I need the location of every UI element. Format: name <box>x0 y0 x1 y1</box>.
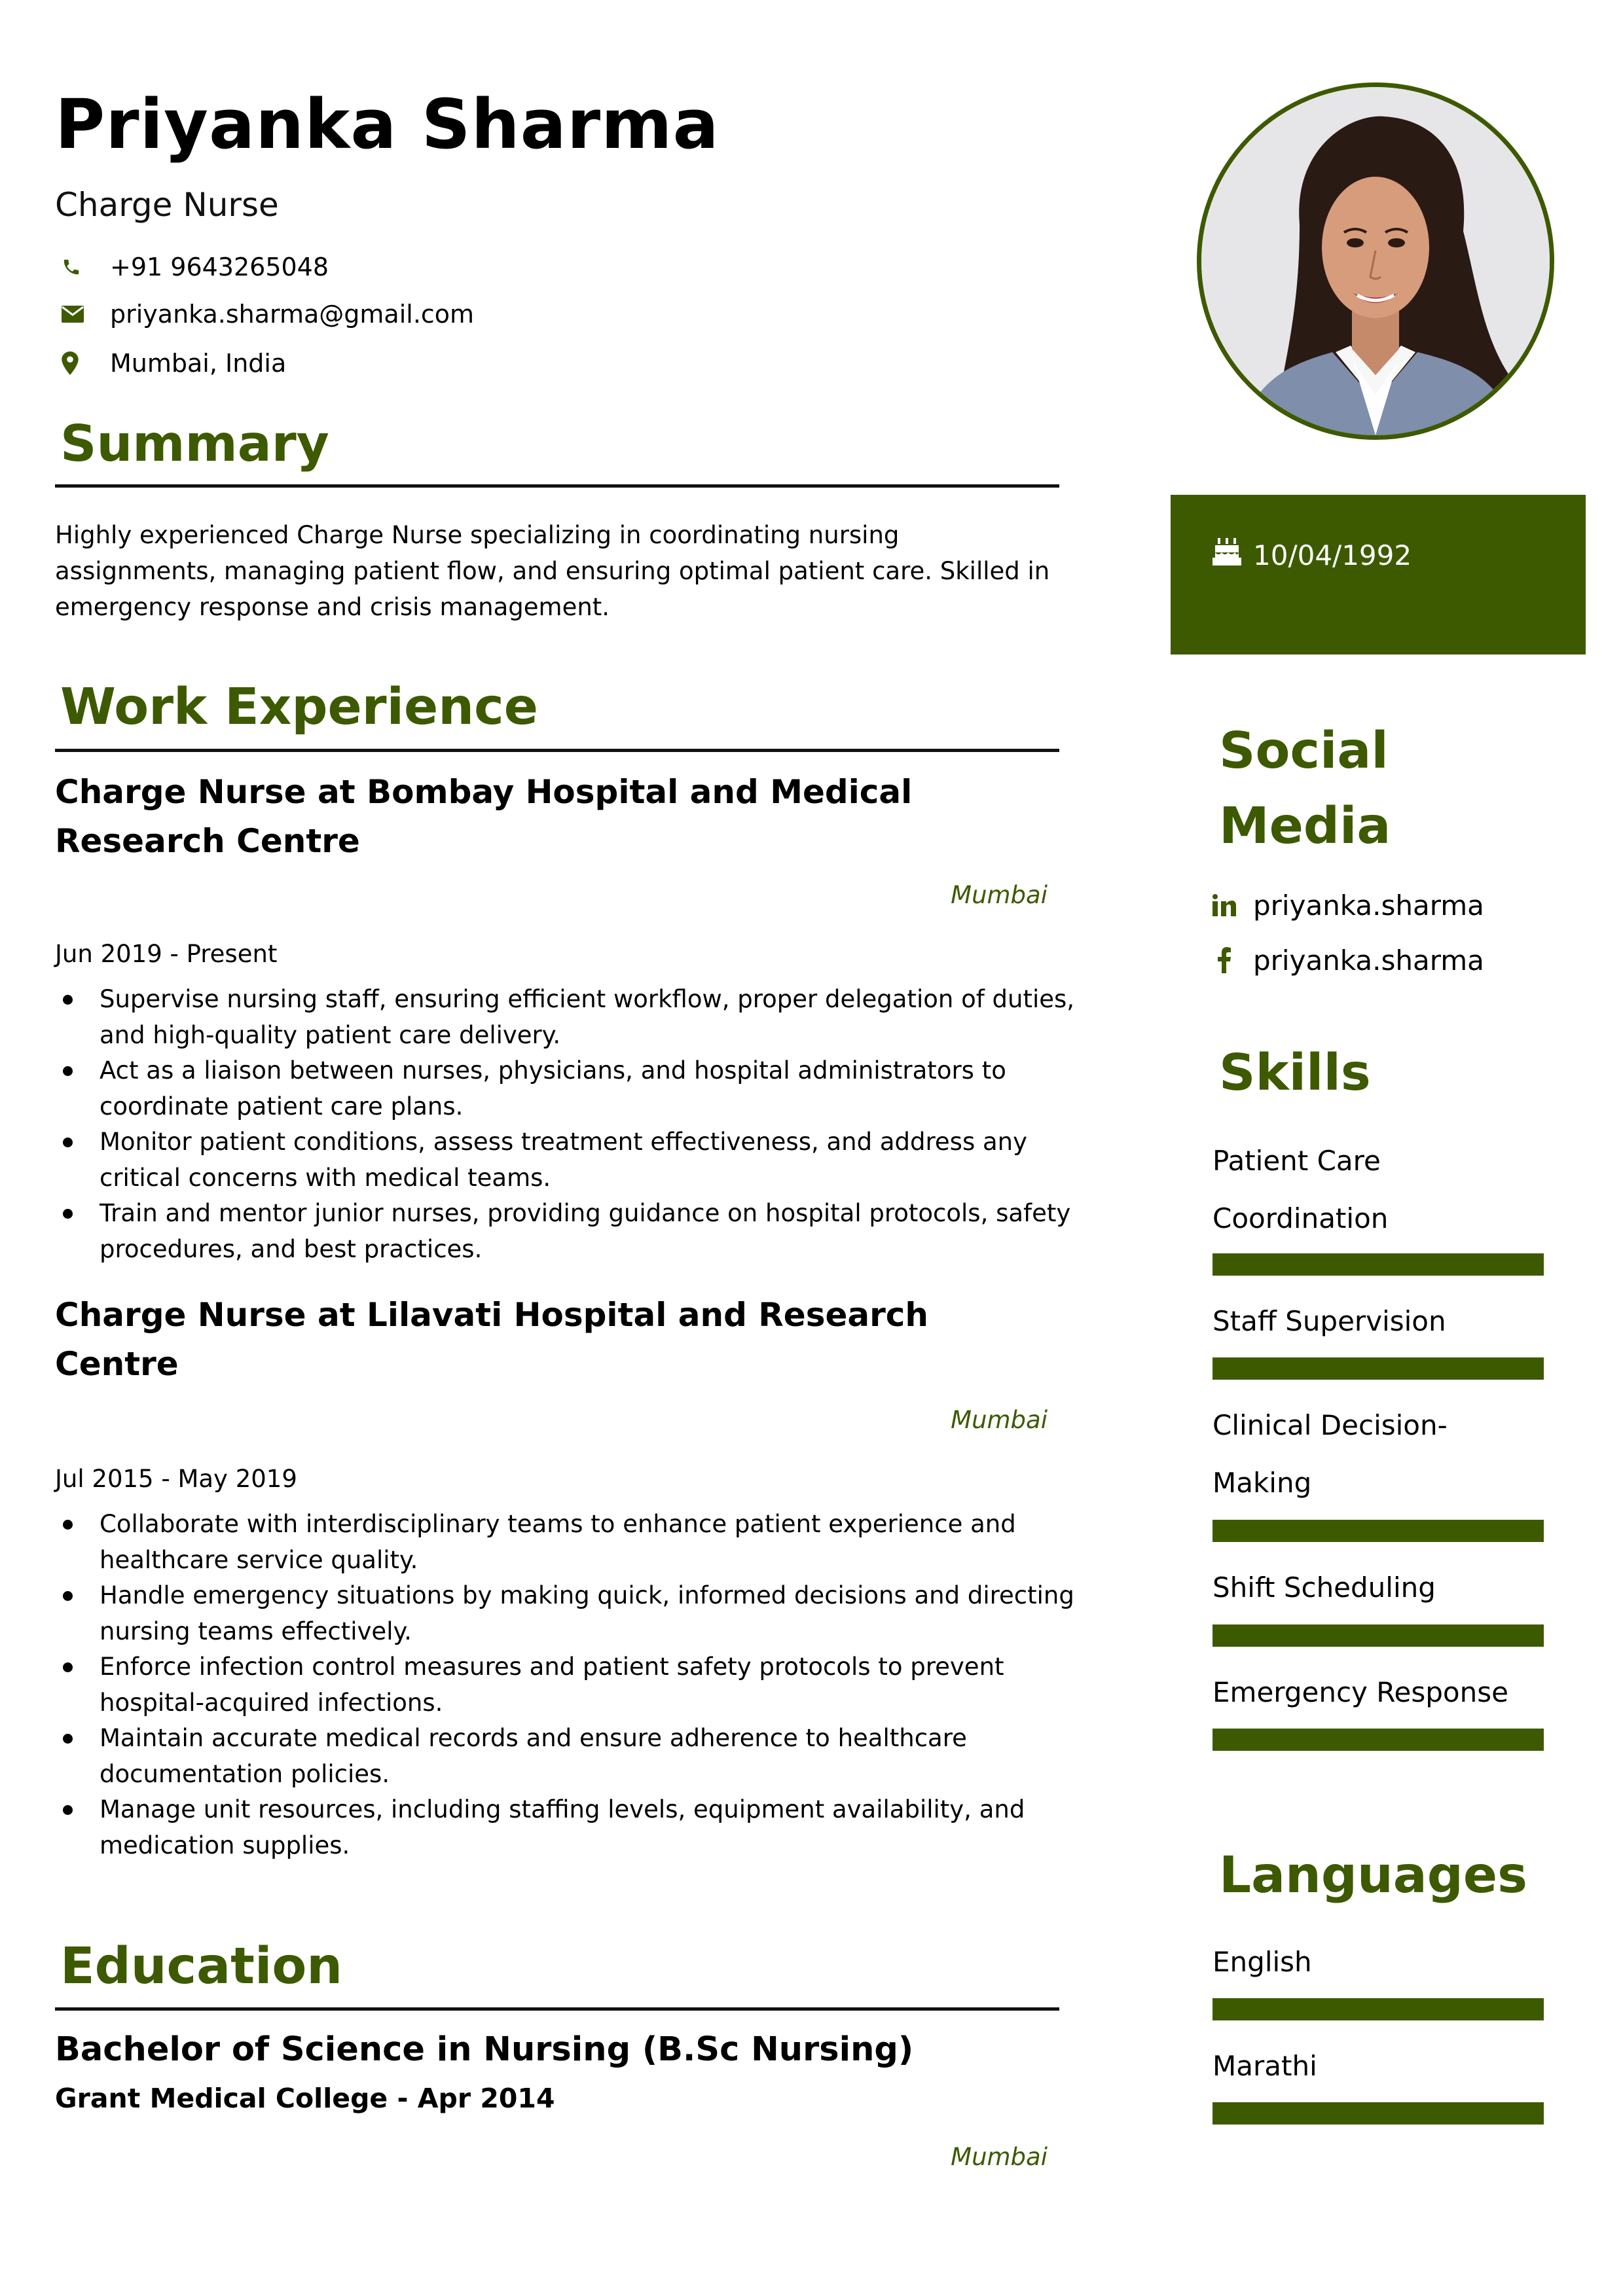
job-bullet: Supervise nursing staff, ensuring efficient workflow, proper delegation of duties, and high-quality patient care delivery. <box>55 982 1076 1053</box>
skills-heading: Skills <box>1219 1044 1371 1102</box>
contact-phone <box>55 249 329 285</box>
summary-text: Highly experienced Charge Nurse specializing in coordinating nursing assignments, managing patient flow, and ensuring optimal patient care. Skilled in emergency response and crisis management. <box>55 521 1050 621</box>
birthday-cake-icon <box>1213 538 1241 572</box>
profile-photo <box>1197 82 1554 440</box>
job-title: Charge Nurse at Lilavati Hospital and Research Centre <box>55 1296 929 1383</box>
linkedin-icon <box>1211 889 1237 922</box>
skill-bar <box>1213 1357 1544 1380</box>
language-label: Marathi <box>1213 2050 1317 2082</box>
job-location: Mumbai <box>951 881 1048 909</box>
job-bullet: Maintain accurate medical records and ensure adherence to healthcare documentation policies. <box>55 1721 1076 1792</box>
dob-row <box>1213 538 1412 572</box>
job-bullet: Monitor patient conditions, assess treatment effectiveness, and address any critical concerns with medical teams. <box>55 1124 1076 1196</box>
job-bullet: Enforce infection control measures and patient safety protocols to prevent hospital-acquired infections. <box>55 1649 1076 1721</box>
job-bullet: Handle emergency situations by making quick, informed decisions and directing nursing teams effectively. <box>55 1578 1076 1649</box>
experience-heading: Work Experience <box>60 678 538 736</box>
job-bullets <box>55 1507 1076 1863</box>
location-text: Mumbai, India <box>110 349 287 378</box>
phone-icon <box>55 252 97 282</box>
skill-label: Emergency Response <box>1213 1676 1508 1708</box>
languages-heading: Languages <box>1219 1846 1527 1905</box>
email-text[interactable]: priyanka.sharma@gmail.com <box>110 300 475 329</box>
skill-label: Patient Care Coordination <box>1213 1145 1389 1234</box>
linkedin-handle[interactable]: priyanka.sharma <box>1253 889 1484 922</box>
social-heading: Social Media <box>1219 722 1391 855</box>
social-facebook <box>1211 944 1484 977</box>
job-location: Mumbai <box>951 1406 1048 1434</box>
candidate-role: Charge Nurse <box>55 186 279 224</box>
job-title: Charge Nurse at Bombay Hospital and Medical Research Centre <box>55 773 913 860</box>
portrait-image <box>1201 87 1550 435</box>
language-bar <box>1213 2102 1544 2125</box>
language-bar <box>1213 1998 1544 2020</box>
job-dates: Jul 2015 - May 2019 <box>55 1465 297 1493</box>
facebook-icon <box>1211 944 1237 977</box>
skill-bar <box>1213 1520 1544 1542</box>
email-icon <box>55 299 97 329</box>
contact-location <box>55 345 286 382</box>
job-bullet: Manage unit resources, including staffing levels, equipment availability, and medication supplies. <box>55 1792 1076 1863</box>
job-bullet: Collaborate with interdisciplinary teams to enhance patient experience and healthcare service quality. <box>55 1507 1076 1578</box>
skill-bar <box>1213 1729 1544 1751</box>
education-heading: Education <box>60 1937 343 1996</box>
skill-label: Clinical Decision-Making <box>1213 1409 1448 1499</box>
skill-label: Staff Supervision <box>1213 1305 1446 1337</box>
summary-heading: Summary <box>60 415 329 473</box>
contact-email <box>55 296 474 332</box>
language-label: English <box>1213 1946 1312 1978</box>
job-bullet: Train and mentor junior nurses, providing guidance on hospital protocols, safety procedures, and best practices. <box>55 1196 1076 1267</box>
education-degree: Bachelor of Science in Nursing (B.Sc Nursing) <box>55 2030 914 2069</box>
candidate-name: Priyanka Sharma <box>55 84 720 164</box>
summary-divider <box>55 484 1059 488</box>
education-divider <box>55 2007 1059 2011</box>
location-icon <box>55 348 97 378</box>
education-school: Grant Medical College - Apr 2014 <box>55 2083 555 2114</box>
skill-bar <box>1213 1253 1544 1276</box>
skill-label: Shift Scheduling <box>1213 1571 1436 1604</box>
job-dates: Jun 2019 - Present <box>55 940 278 968</box>
education-location: Mumbai <box>951 2143 1048 2171</box>
phone-text[interactable]: +91 9643265048 <box>110 253 329 281</box>
dob-text: 10/04/1992 <box>1253 539 1412 571</box>
job-bullet: Act as a liaison between nurses, physicians, and hospital administrators to coordinate patient care plans. <box>55 1053 1076 1124</box>
skill-bar <box>1213 1624 1544 1647</box>
dob-panel <box>1171 495 1586 655</box>
experience-divider <box>55 749 1059 752</box>
facebook-handle[interactable]: priyanka.sharma <box>1253 944 1484 977</box>
social-linkedin <box>1211 889 1484 922</box>
job-bullets <box>55 982 1076 1267</box>
